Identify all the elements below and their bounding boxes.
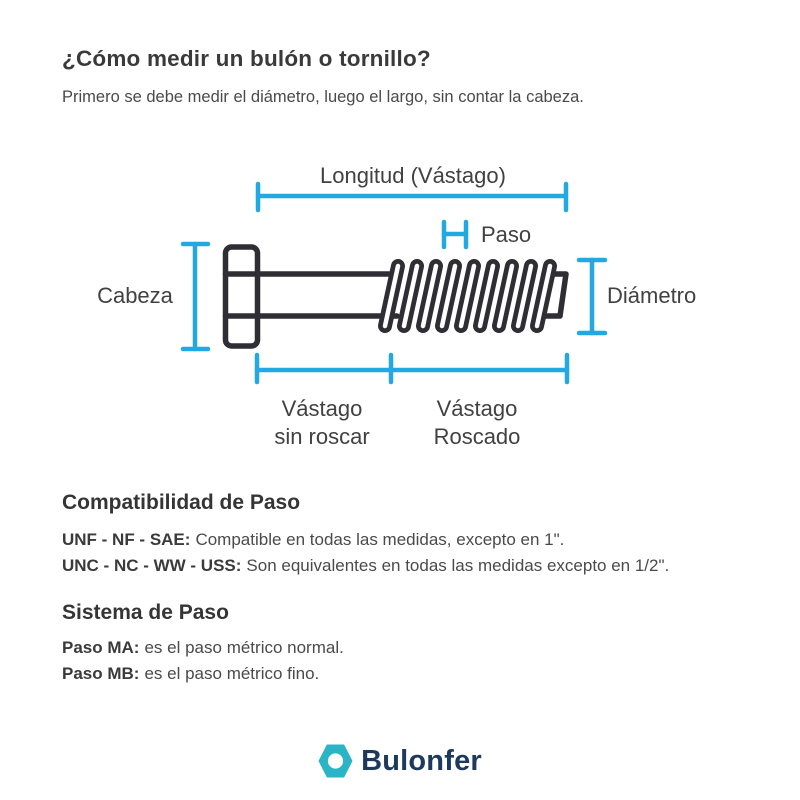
label-longitud: Longitud (Vástago) <box>320 163 506 188</box>
item-term: UNC - NC - WW - USS: <box>62 556 242 575</box>
bolt-head <box>226 247 258 346</box>
label-vastago-roscado: Vástago Roscado <box>433 396 521 449</box>
item-desc: es el paso métrico fino. <box>144 664 320 683</box>
item-term: UNF - NF - SAE: <box>62 530 191 549</box>
list-item <box>62 635 344 661</box>
item-term: Paso MA: <box>62 638 140 657</box>
brand-name: Bulonfer <box>361 744 482 777</box>
label-vastago-sin-roscar: Vástago sin roscar <box>274 396 370 449</box>
label-diametro: Diámetro <box>607 283 697 308</box>
list-item <box>62 553 669 579</box>
heading-compatibilidad: Compatibilidad de Paso <box>62 491 301 514</box>
bolt-threads <box>385 266 550 326</box>
item-desc: Son equivalentes en todas las medidas excepto en 1/2". <box>246 556 670 575</box>
heading-sistema: Sistema de Paso <box>62 601 229 624</box>
brand-logo <box>0 744 800 778</box>
sistema-items <box>62 635 344 687</box>
item-desc: es el paso métrico normal. <box>144 638 344 657</box>
page-subtitle: Primero se debe medir el diámetro, luego el largo, sin contar la cabeza. <box>62 88 584 106</box>
measure-diametro <box>579 260 605 333</box>
hex-nut-icon <box>318 744 353 778</box>
list-item <box>62 661 344 687</box>
item-desc: Compatible en todas las medidas, excepto en 1". <box>195 530 565 549</box>
item-term: Paso MB: <box>62 664 140 683</box>
label-paso: Paso <box>481 222 532 247</box>
bolt-shank <box>256 276 398 314</box>
label-cabeza: Cabeza <box>97 283 173 308</box>
compatibilidad-items <box>62 527 669 579</box>
measure-vastago-bottom <box>257 355 567 382</box>
measure-paso <box>444 222 466 247</box>
page-title: ¿Cómo medir un bulón o tornillo? <box>62 46 431 71</box>
list-item <box>62 527 669 553</box>
